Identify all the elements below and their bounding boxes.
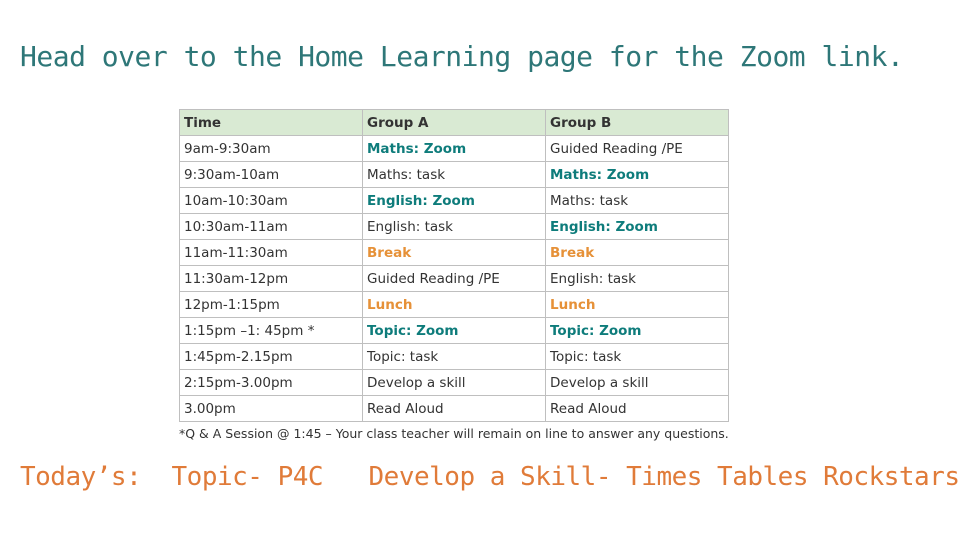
table-row	[180, 396, 729, 422]
table-row	[180, 370, 729, 396]
table-row	[180, 344, 729, 370]
group-b-cell: Lunch	[546, 292, 729, 318]
group-a-cell: Maths: task	[363, 162, 546, 188]
time-cell: 9:30am-10am	[180, 162, 363, 188]
group-a-cell: English: Zoom	[363, 188, 546, 214]
group-a-cell: Topic: task	[363, 344, 546, 370]
table-row	[180, 136, 729, 162]
header-group-a: Group A	[363, 110, 546, 136]
group-a-cell: Guided Reading /PE	[363, 266, 546, 292]
table-row	[180, 292, 729, 318]
table-row	[180, 188, 729, 214]
group-a-cell: Topic: Zoom	[363, 318, 546, 344]
time-cell: 10:30am-11am	[180, 214, 363, 240]
group-a-cell: Maths: Zoom	[363, 136, 546, 162]
time-cell: 3.00pm	[180, 396, 363, 422]
group-b-cell: Maths: Zoom	[546, 162, 729, 188]
time-cell: 1:15pm –1: 45pm *	[180, 318, 363, 344]
time-cell: 10am-10:30am	[180, 188, 363, 214]
todays-activities: Today’s: Topic- P4C Develop a Skill- Times Tables Rockstars	[20, 462, 960, 492]
timetable	[179, 109, 729, 422]
header-group-b: Group B	[546, 110, 729, 136]
group-a-cell: Read Aloud	[363, 396, 546, 422]
group-b-cell: Maths: task	[546, 188, 729, 214]
group-b-cell: Topic: task	[546, 344, 729, 370]
group-a-cell: Develop a skill	[363, 370, 546, 396]
time-cell: 2:15pm-3.00pm	[180, 370, 363, 396]
table-row	[180, 162, 729, 188]
footnote: *Q & A Session @ 1:45 – Your class teacher will remain on line to answer any questions.	[179, 426, 729, 441]
group-b-cell: Break	[546, 240, 729, 266]
table-row	[180, 240, 729, 266]
timetable-header-row	[180, 110, 729, 136]
group-b-cell: Guided Reading /PE	[546, 136, 729, 162]
time-cell: 12pm-1:15pm	[180, 292, 363, 318]
group-b-cell: Read Aloud	[546, 396, 729, 422]
group-b-cell: Topic: Zoom	[546, 318, 729, 344]
table-row	[180, 318, 729, 344]
group-b-cell: Develop a skill	[546, 370, 729, 396]
group-b-cell: English: Zoom	[546, 214, 729, 240]
group-a-cell: Lunch	[363, 292, 546, 318]
timetable-body	[180, 136, 729, 422]
time-cell: 11am-11:30am	[180, 240, 363, 266]
time-cell: 1:45pm-2.15pm	[180, 344, 363, 370]
table-row	[180, 214, 729, 240]
group-b-cell: English: task	[546, 266, 729, 292]
group-a-cell: Break	[363, 240, 546, 266]
time-cell: 11:30am-12pm	[180, 266, 363, 292]
table-row	[180, 266, 729, 292]
group-a-cell: English: task	[363, 214, 546, 240]
time-cell: 9am-9:30am	[180, 136, 363, 162]
page-heading: Head over to the Home Learning page for the Zoom link.	[20, 40, 904, 73]
header-time: Time	[180, 110, 363, 136]
